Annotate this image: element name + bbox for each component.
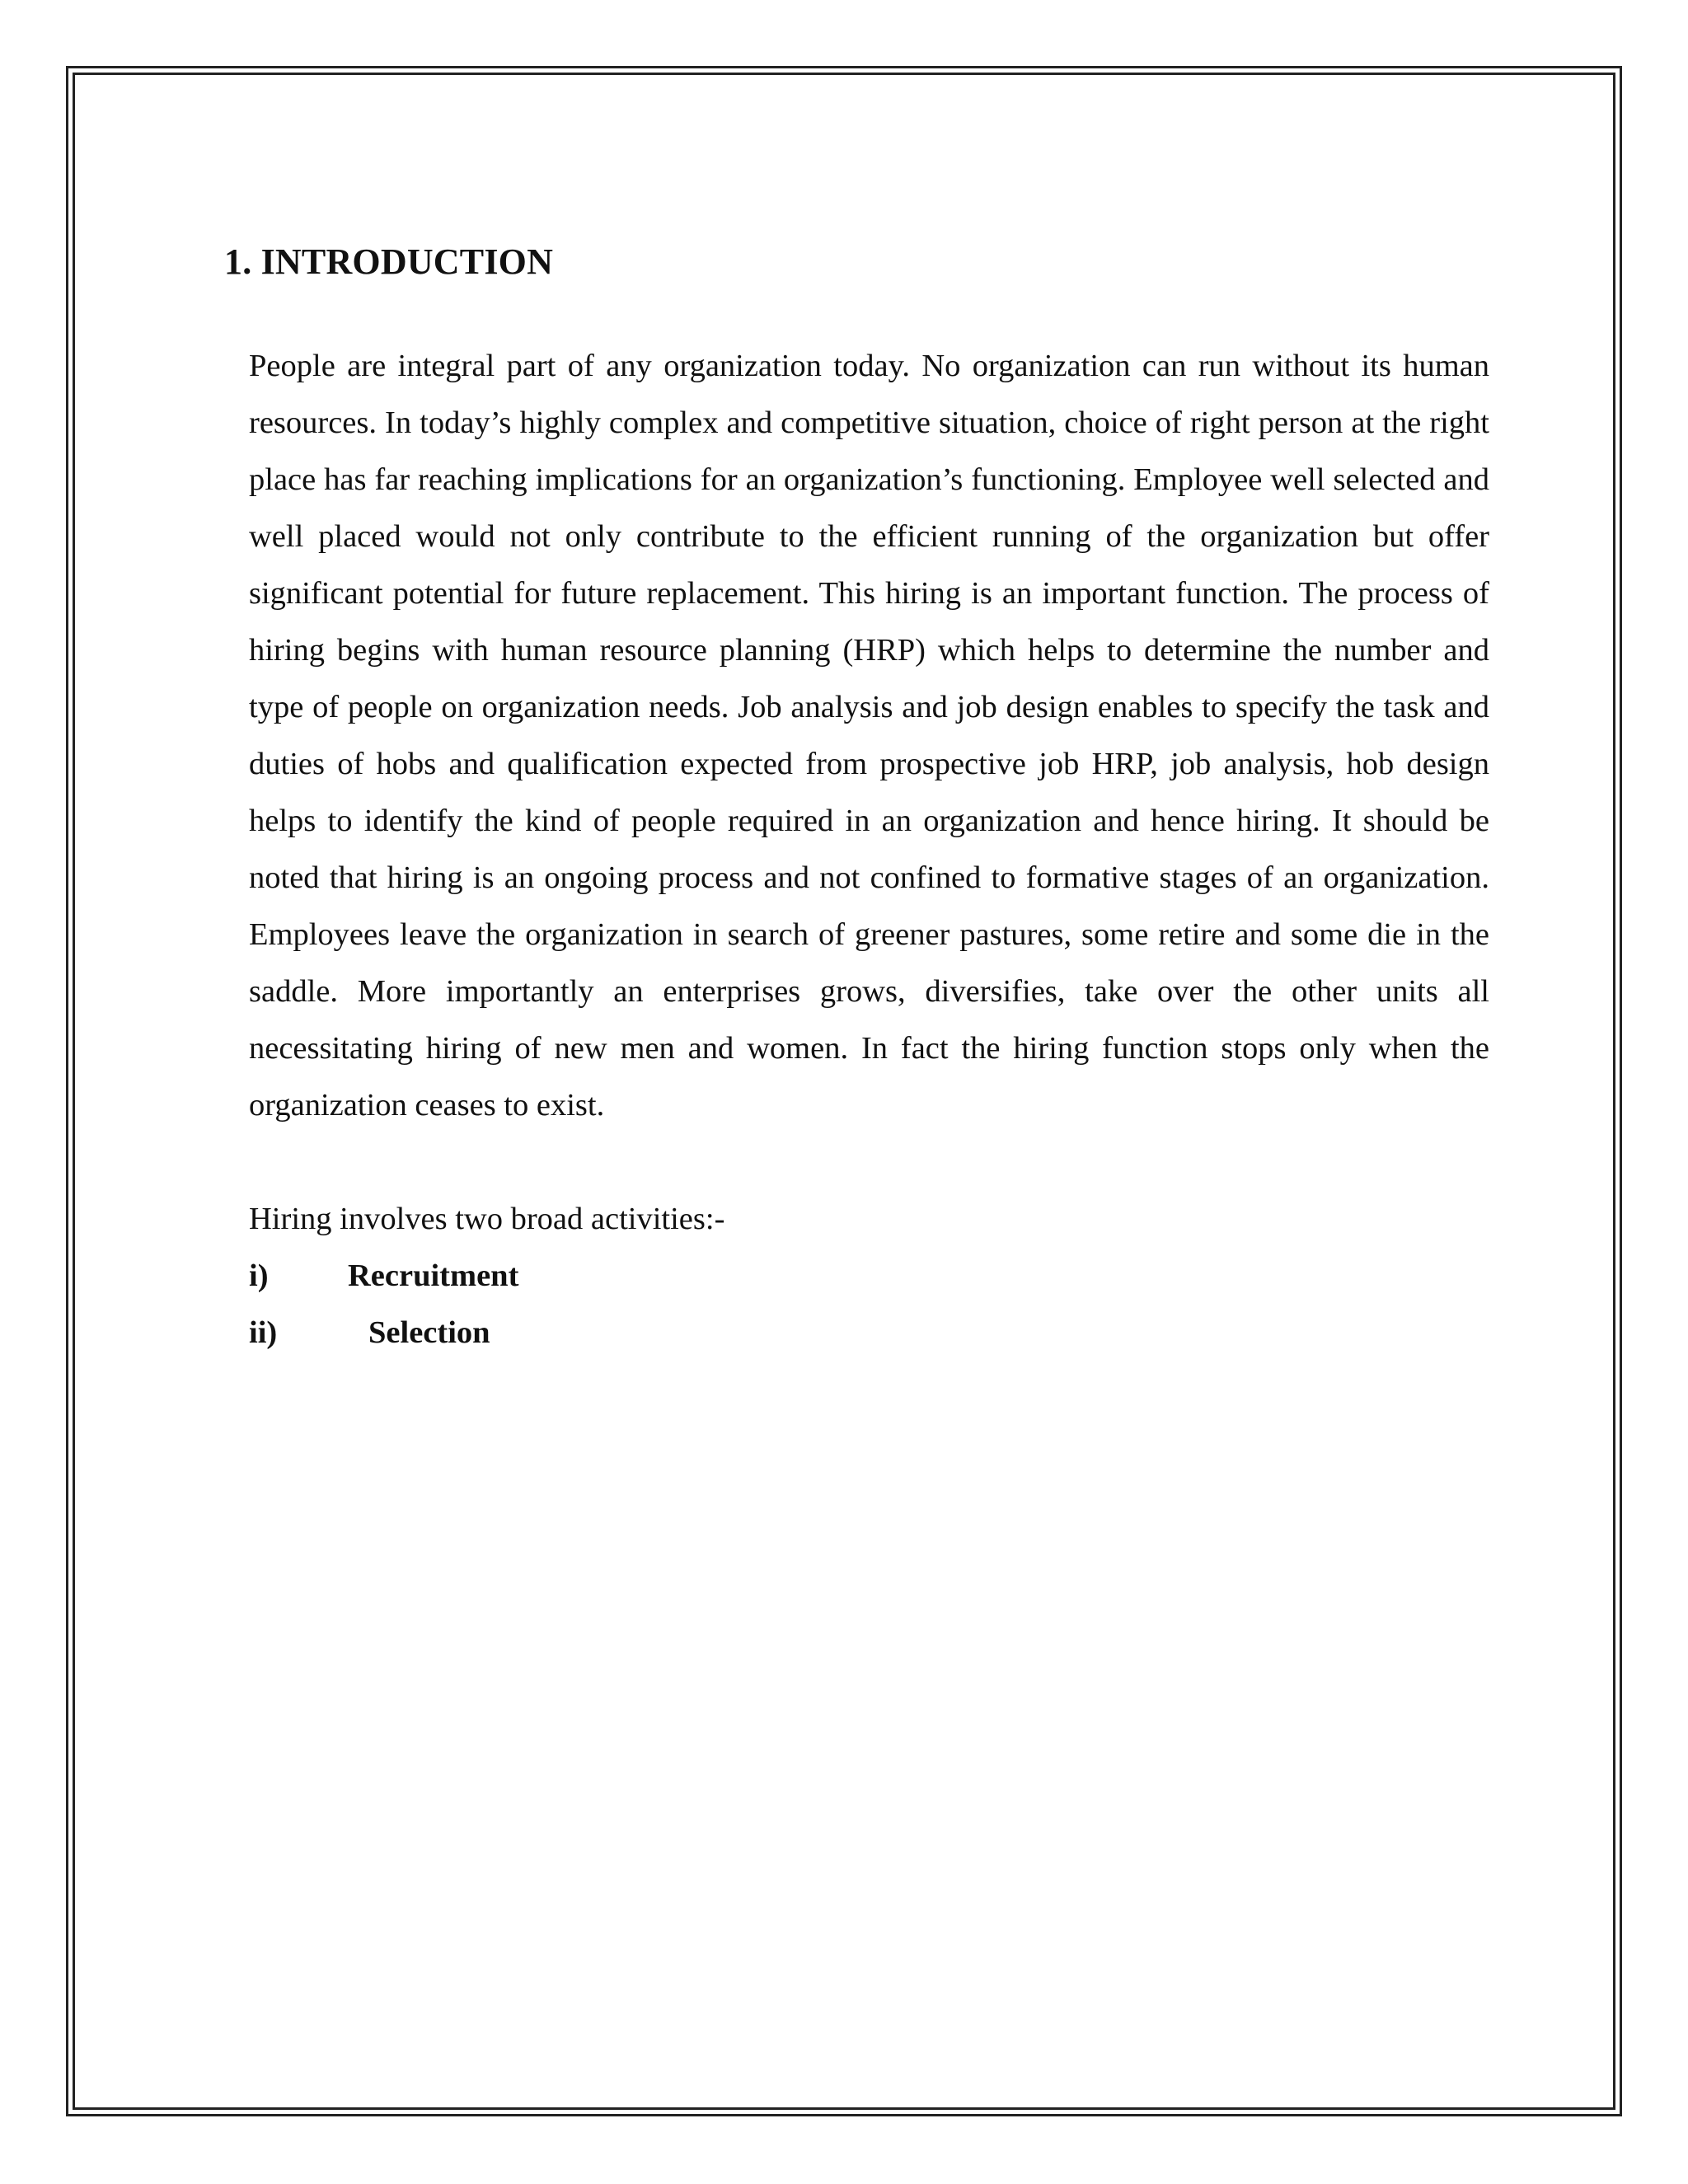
list-marker: ii) (249, 1315, 278, 1350)
section-heading: 1. INTRODUCTION (224, 241, 554, 282)
intro-paragraph: People are integral part of any organization today. No organization can run without its human resources. In today’s highly complex and competitive situation, choice of right person at the right place has far reaching implications for an organization’s functioning. Employee well selected and well placed would not only contribute to the efficient running of the organization but offer significant potential for future replacement. This hiring is an important function. The process of hiring begins with human resource planning (HRP) which helps to determine the number and type of people on organization needs. Job analysis and job design enables to specify the task and duties of hobs and qualification expected from prospective job HRP, job analysis, hob design helps to identify the kind of people required in an organization and hence hiring. It should be noted that hiring is an ongoing process and not confined to formative stages of an organization. Employees leave the organization in search of greener pastures, some retire and some die in the saddle. More importantly an enterprises grows, diversifies, take over the other units all necessitating hiring of new men and women. In fact the hiring function stops only when the organization ceases to exist. (249, 349, 1489, 1122)
list-item-label: Selection (368, 1315, 490, 1350)
list-item-label: Recruitment (348, 1258, 519, 1293)
list-marker: i) (249, 1258, 269, 1293)
list-intro: Hiring involves two broad activities:- (249, 1202, 725, 1236)
